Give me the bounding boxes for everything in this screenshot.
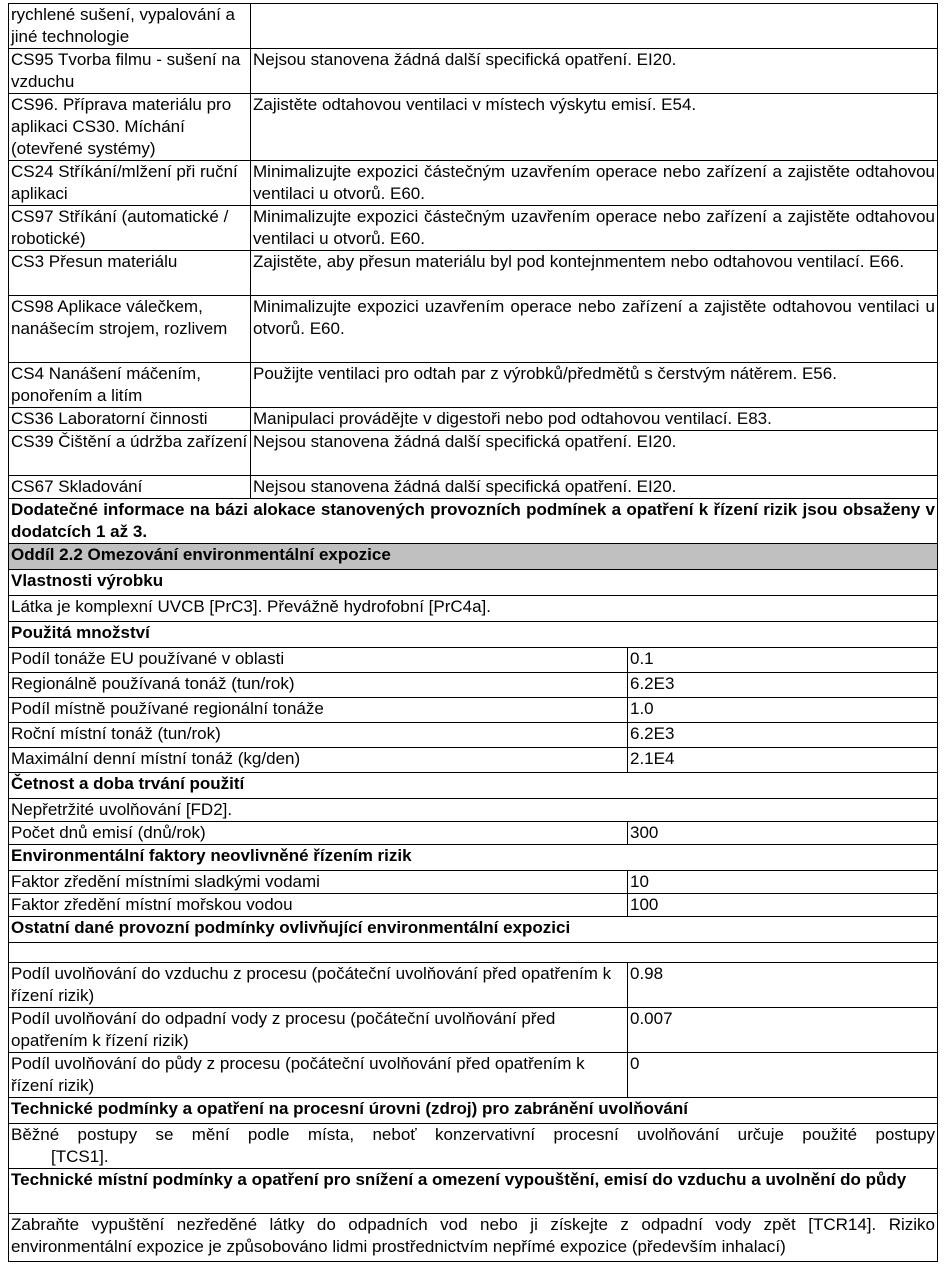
scenario-measure: Nejsou stanovena žádná další specifická opatření. EI20.: [251, 476, 938, 499]
table-row: [9, 917, 938, 943]
table-row: [9, 161, 938, 206]
subheading-product: Vlastnosti výrobku: [9, 570, 938, 596]
table-row: [9, 596, 938, 622]
table-row: [9, 296, 938, 363]
scenario-name: CS98 Aplikace válečkem, nanášecím strojem, rozlivem: [9, 296, 251, 363]
frequency-text: Nepřetržité uvolňování [FD2].: [9, 799, 938, 822]
table-row: [9, 622, 938, 648]
table-row: [9, 1169, 938, 1214]
parameter-label: Podíl uvolňování do vzduchu z procesu (počáteční uvolňování před opatřením k řízení rizik): [9, 963, 628, 1008]
empty-cell: [9, 943, 938, 963]
additional-info: Dodatečné informace na bázi alokace stanovených provozních podmínek a opatření k řízení rizik jsou obsaženy v dodatcích 1 až 3.: [9, 499, 938, 544]
table-row: [9, 799, 938, 822]
table-row: [9, 363, 938, 408]
table-row: [9, 408, 938, 431]
scenario-name: CS3 Přesun materiálu: [9, 251, 251, 296]
parameter-value: 0: [628, 1053, 938, 1098]
section-title: Oddíl 2.2 Omezování environmentální expozice: [9, 544, 938, 570]
parameter-value: 0.98: [628, 963, 938, 1008]
parameter-value: 0.1: [628, 648, 938, 673]
table-row: [9, 4, 938, 49]
parameter-label: Podíl tonáže EU používané v oblasti: [9, 648, 628, 673]
parameter-value: 100: [628, 894, 938, 917]
table-row: [9, 499, 938, 544]
subheading-technical-local: Technické místní podmínky a opatření pro snížení a omezení vypouštění, emisí do vzduchu a uvolnění do půdy: [9, 1169, 938, 1214]
parameter-label: Roční místní tonáž (tun/rok): [9, 723, 628, 748]
parameter-value: 2.1E4: [628, 748, 938, 773]
table-row: [9, 94, 938, 161]
parameter-label: Podíl uvolňování do odpadní vody z procesu (počáteční uvolňování před opatřením k řízení rizik): [9, 1008, 628, 1053]
parameter-label: Počet dnů emisí (dnů/rok): [9, 822, 628, 845]
table-row: [9, 963, 938, 1008]
scenario-name: CS39 Čištění a údržba zařízení: [9, 431, 251, 476]
table-row: [9, 1214, 938, 1262]
subheading-other-conditions: Ostatní dané provozní podmínky ovlivňující environmentální expozici: [9, 917, 938, 943]
ces-table: [8, 3, 938, 1262]
table-row: [9, 570, 938, 596]
table-row: [9, 673, 938, 698]
product-text: Látka je komplexní UVCB [PrC3]. Převážně hydrofobní [PrC4a].: [9, 596, 938, 622]
table-row: [9, 871, 938, 894]
parameter-value: 300: [628, 822, 938, 845]
section-header-row: [9, 544, 938, 570]
scenario-measure: Minimalizujte expozici uzavřením operace nebo zařízení a zajistěte odtahovou ventilaci u otvorů. E60.: [251, 296, 938, 363]
parameter-value: 1.0: [628, 698, 938, 723]
table-row: [9, 698, 938, 723]
scenario-measure: Nejsou stanovena žádná další specifická opatření. EI20.: [251, 49, 938, 94]
parameter-label: Faktor zředění místní mořskou vodou: [9, 894, 628, 917]
scenario-name: CS96. Příprava materiálu pro aplikaci CS30. Míchání (otevřené systémy): [9, 94, 251, 161]
scenario-measure: Minimalizujte expozici částečným uzavřením operace nebo zařízení a zajistěte odtahovou ventilaci u otvorů. E60.: [251, 161, 938, 206]
table-row: [9, 943, 938, 963]
scenario-measure: Nejsou stanovena žádná další specifická opatření. EI20.: [251, 431, 938, 476]
parameter-label: Podíl místně používané regionální tonáže: [9, 698, 628, 723]
subheading-technical-process: Technické podmínky a opatření na procesní úrovni (zdroj) pro zabránění uvolňování: [9, 1098, 938, 1124]
technical-process-text: Běžné postupy se mění podle místa, neboť konzervativní procesní uvolňování určuje použité postupy: [11, 1125, 935, 1144]
subheading-frequency: Četnost a doba trvání použití: [9, 773, 938, 799]
parameter-value: 10: [628, 871, 938, 894]
table-row: [9, 894, 938, 917]
table-row: [9, 1098, 938, 1124]
table-row: [9, 49, 938, 94]
parameter-label: Podíl uvolňování do půdy z procesu (počáteční uvolňování před opatřením k řízení rizik): [9, 1053, 628, 1098]
technical-process-code: [TCS1].: [51, 1147, 109, 1166]
table-row: [9, 1053, 938, 1098]
scenario-measure: Použijte ventilaci pro odtah par z výrobků/předmětů s čerstvým nátěrem. E56.: [251, 363, 938, 408]
scenario-measure: [251, 4, 938, 49]
technical-process-cell: [9, 1124, 938, 1169]
table-row: [9, 476, 938, 499]
table-row: [9, 251, 938, 296]
scenario-measure: Manipulaci provádějte v digestoři nebo pod odtahovou ventilací. E83.: [251, 408, 938, 431]
parameter-label: Regionálně používaná tonáž (tun/rok): [9, 673, 628, 698]
scenario-name: CS4 Nanášení máčením, ponořením a litím: [9, 363, 251, 408]
parameter-value: 0.007: [628, 1008, 938, 1053]
table-row: [9, 206, 938, 251]
subheading-env-factors: Environmentální faktory neovlivněné řízením rizik: [9, 845, 938, 871]
parameter-label: Maximální denní místní tonáž (kg/den): [9, 748, 628, 773]
scenario-measure: Minimalizujte expozici částečným uzavřením operace nebo zařízení a zajistěte odtahovou ventilaci u otvorů. E60.: [251, 206, 938, 251]
scenario-name: CS36 Laboratorní činnosti: [9, 408, 251, 431]
technical-local-text: Zabraňte vypuštění nezředěné látky do odpadních vod nebo ji získejte z odpadní vody zpět [TCR14]. Riziko environmentální expozice je způsobováno lidmi prostřednictvím nepřímé expozice (především inhalací): [9, 1214, 938, 1262]
parameter-label: Faktor zředění místními sladkými vodami: [9, 871, 628, 894]
table-row: [9, 1008, 938, 1053]
scenario-name: CS97 Stříkání (automatické / robotické): [9, 206, 251, 251]
scenario-measure: Zajistěte odtahovou ventilaci v místech výskytu emisí. E54.: [251, 94, 938, 161]
table-row: [9, 748, 938, 773]
scenario-name: rychlené sušení, vypalování a jiné technologie: [9, 4, 251, 49]
table-row: [9, 648, 938, 673]
parameter-value: 6.2E3: [628, 723, 938, 748]
table-row: [9, 431, 938, 476]
subheading-amounts: Použitá množství: [9, 622, 938, 648]
table-row: [9, 1124, 938, 1169]
table-row: [9, 773, 938, 799]
scenario-name: CS95 Tvorba filmu - sušení na vzduchu: [9, 49, 251, 94]
parameter-value: 6.2E3: [628, 673, 938, 698]
scenario-name: CS24 Stříkání/mlžení při ruční aplikaci: [9, 161, 251, 206]
table-row: [9, 822, 938, 845]
scenario-measure: Zajistěte, aby přesun materiálu byl pod kontejnmentem nebo odtahovou ventilací. E66.: [251, 251, 938, 296]
table-row: [9, 723, 938, 748]
table-row: [9, 845, 938, 871]
scenario-name: CS67 Skladování: [9, 476, 251, 499]
